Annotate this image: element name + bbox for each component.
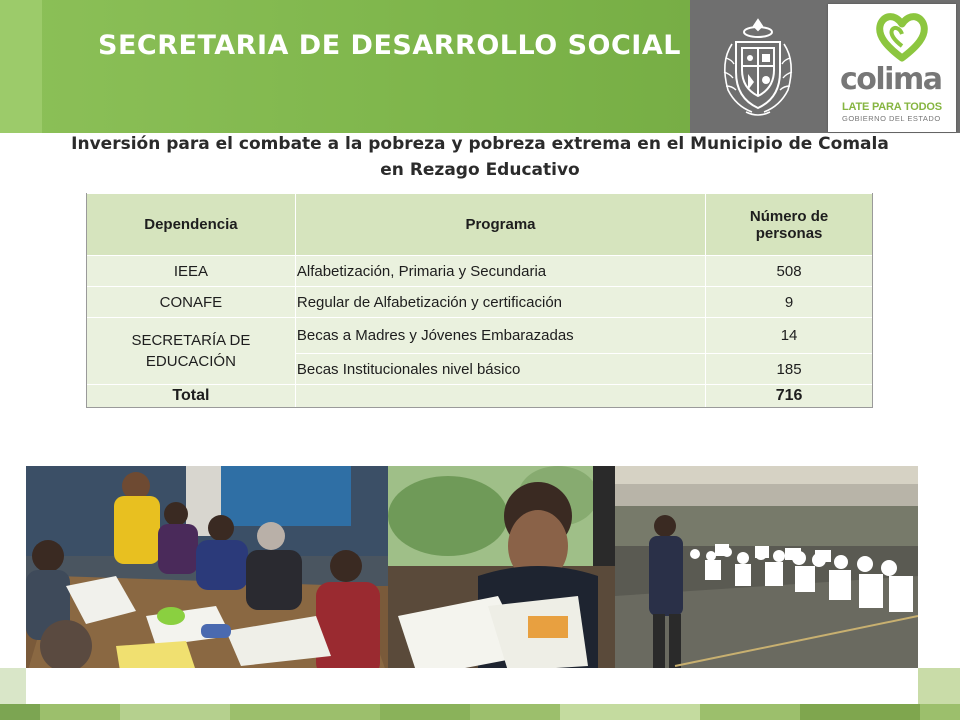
investment-table xyxy=(86,193,873,408)
heart-logo-icon xyxy=(876,12,928,62)
logo-tagline: LATE PARA TODOS xyxy=(842,101,942,113)
table-row xyxy=(87,318,873,354)
cell-dependencia: CONAFE xyxy=(87,287,296,318)
cell-programa: Alfabetización, Primaria y Secundaria xyxy=(295,256,705,287)
colima-logo xyxy=(828,4,956,132)
cell-numero: 14 xyxy=(706,318,873,354)
classroom-photo-image xyxy=(26,466,388,677)
cell-dependencia-text: SECRETARÍA DE EDUCACIÓN xyxy=(131,332,251,370)
header-accent xyxy=(0,0,42,133)
cell-programa: Becas a Madres y Jóvenes Embarazadas xyxy=(295,318,705,354)
table-row xyxy=(87,287,873,318)
logo-subtitle: GOBIERNO DEL ESTADO xyxy=(842,114,941,123)
page-title: SECRETARIA DE DESARROLLO SOCIAL xyxy=(98,30,681,61)
photo-classroom xyxy=(26,466,388,677)
table-header-row xyxy=(87,194,873,256)
footer-band xyxy=(0,668,960,720)
logo-name: colima xyxy=(840,62,942,97)
state-crest-icon xyxy=(712,14,804,118)
column-header-dependencia: Dependencia xyxy=(87,194,296,256)
document-subtitle: Inversión para el combate a la pobreza y pobreza extrema en el Municipio de Comala en Rezago Educativo xyxy=(71,134,889,180)
photo-reading-woman xyxy=(388,466,615,677)
cell-programa: Regular de Alfabetización y certificación xyxy=(295,287,705,318)
cell-numero: 9 xyxy=(706,287,873,318)
header-bar xyxy=(0,0,690,133)
table-row xyxy=(87,256,873,287)
cell-numero: 185 xyxy=(706,354,873,385)
reading-photo-image xyxy=(388,466,615,677)
cell-numero: 508 xyxy=(706,256,873,287)
column-header-programa: Programa xyxy=(295,194,705,256)
cell-programa: Becas Institucionales nivel básico xyxy=(295,354,705,385)
total-value: 716 xyxy=(706,385,873,408)
photo-auditorium xyxy=(615,466,918,677)
auditorium-photo-image xyxy=(615,466,918,677)
table-total-row xyxy=(87,385,873,408)
cell-dependencia: IEEA xyxy=(87,256,296,287)
cell-dependencia xyxy=(87,318,296,385)
column-header-numero: Número de personas xyxy=(706,194,873,256)
total-label: Total xyxy=(87,385,296,408)
total-empty-cell xyxy=(295,385,705,408)
